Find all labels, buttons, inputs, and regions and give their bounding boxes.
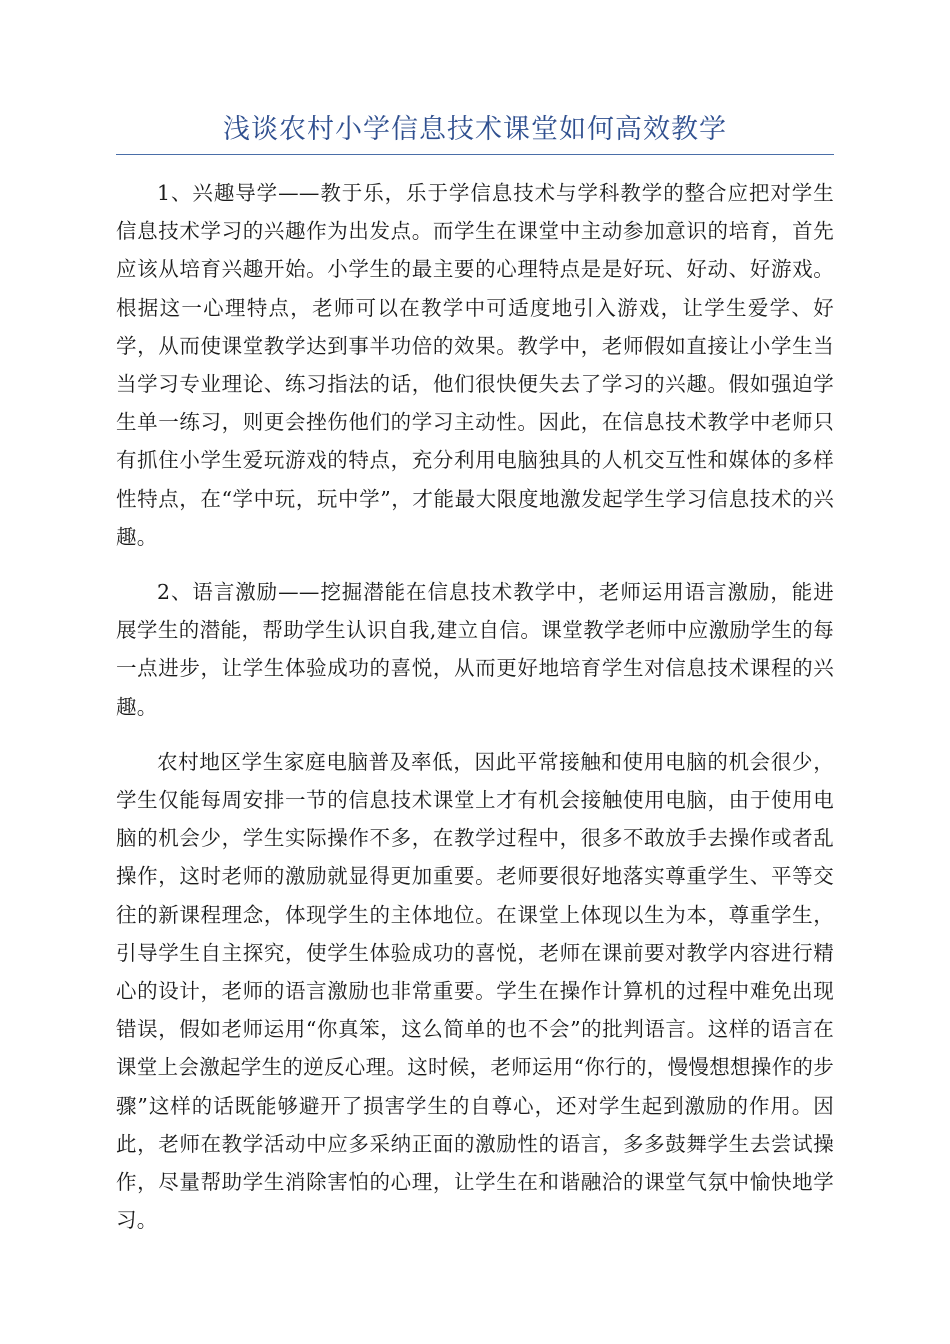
paragraph-interest-guidance: 1、兴趣导学——教于乐，乐于学信息技术与学科教学的整合应把对学生信息技术学习的兴趣作为出发点。而学生在课堂中主动参加意识的培育，首先应该从培育兴趣开始。小学生的最主要的心理特点是是好玩、好动、好游戏。根据这一心理特点，老师可以在教学中可适度地引入游戏，让学生爱学、好学，从而使课堂教学达到事半功倍的效果。教学中，老师假如直接让小学生当当学习专业理论、练习指法的话，他们很快便失去了学习的兴趣。假如强迫学生单一练习，则更会挫伤他们的学习主动性。因此，在信息技术教学中老师只有抓住小学生爱玩游戏的特点，充分利用电脑独具的人机交互性和媒体的多样性特点，在“学中玩，玩中学”，才能最大限度地激发起学生学习信息技术的兴趣。 — [116, 181, 834, 549]
paragraph-language-encouragement: 2、语言激励——挖掘潜能在信息技术教学中，老师运用语言激励，能进展学生的潜能，帮助学生认识自我,建立自信。课堂教学老师中应激励学生的每一点进步，让学生体验成功的喜悦，从而更好地培育学生对信息技术课程的兴趣。 — [116, 580, 834, 719]
paragraph-rural-students: 农村地区学生家庭电脑普及率低，因此平常接触和使用电脑的机会很少，学生仅能每周安排一节的信息技术课堂上才有机会接触使用电脑，由于使用电脑的机会少，学生实际操作不多，在教学过程中，很多不敢放手去操作或者乱操作，这时老师的激励就显得更加重要。老师要很好地落实尊重学生、平等交往的新课程理念，体现学生的主体地位。在课堂上体现以生为本，尊重学生，引导学生自主探究，使学生体验成功的喜悦，老师在课前要对教学内容进行精心的设计，老师的语言激励也非常重要。学生在操作计算机的过程中难免出现错误，假如老师运用“你真笨，这么简单的也不会”的批判语言。这样的语言在课堂上会激起学生的逆反心理。这时候，老师运用“你行的，慢慢想想操作的步骤”这样的话既能够避开了损害学生的自尊心，还对学生起到激励的作用。因此，老师在教学活动中应多采纳正面的激励性的语言，多多鼓舞学生去尝试操作，尽量帮助学生消除害怕的心理，让学生在和谐融洽的课堂气氛中愉快地学习。 — [116, 749, 834, 1233]
document-body — [116, 174, 834, 1256]
title-underline — [116, 154, 834, 155]
page-title: 浅谈农村小学信息技术课堂如何高效教学 — [223, 114, 727, 145]
